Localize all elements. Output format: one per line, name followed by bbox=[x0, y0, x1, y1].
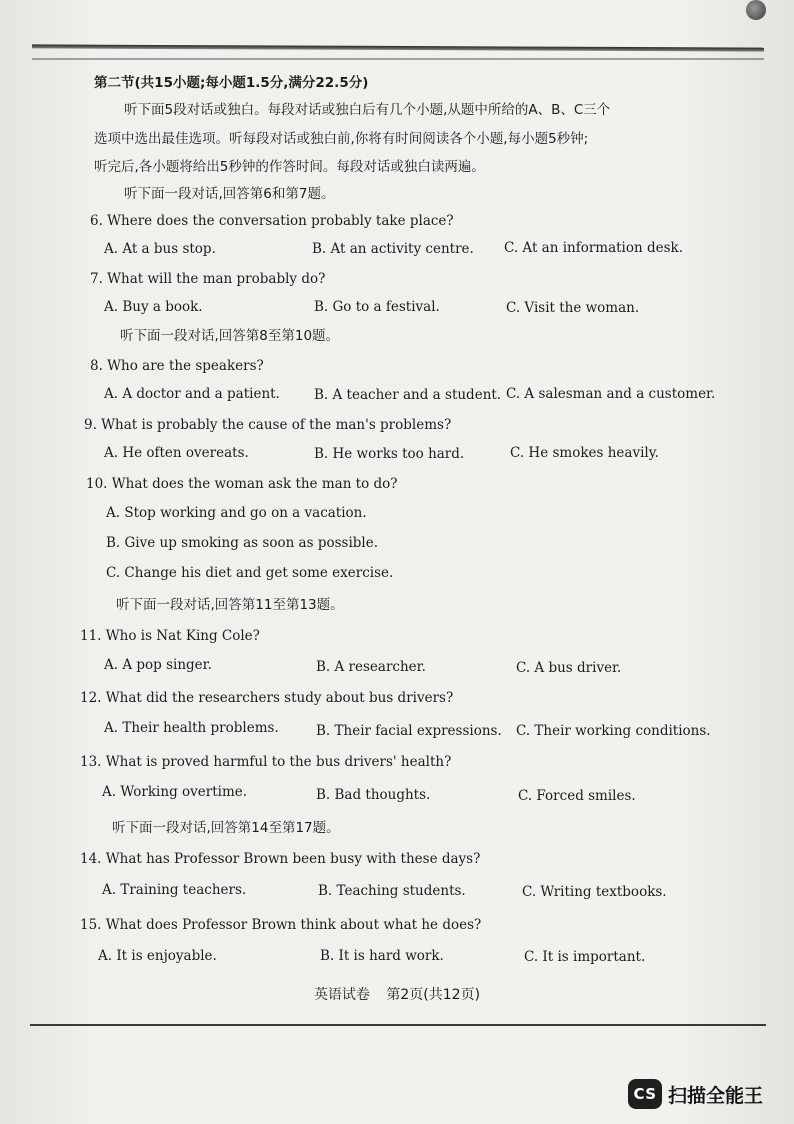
question-14-option-a: A. Training teachers. bbox=[102, 882, 247, 898]
prompt-q8-q10: 听下面一段对话,回答第8至第10题。 bbox=[120, 328, 340, 344]
section-title: 第二节(共15小题;每小题1.5分,满分22.5分) bbox=[94, 75, 369, 91]
question-11-option-c: C. A bus driver. bbox=[516, 660, 622, 676]
question-10-stem: 10. What does the woman ask the man to do? bbox=[86, 476, 398, 492]
page-footer bbox=[0, 984, 794, 1004]
question-10-option-b: B. Give up smoking as soon as possible. bbox=[106, 535, 379, 551]
prompt-q11-q13: 听下面一段对话,回答第11至第13题。 bbox=[116, 597, 344, 613]
question-7-option-a: A. Buy a book. bbox=[104, 299, 203, 315]
camscanner-watermark bbox=[628, 1079, 763, 1109]
question-8-stem: 8. Who are the speakers? bbox=[90, 358, 264, 374]
prompt-q14-q17: 听下面一段对话,回答第14至第17题。 bbox=[112, 820, 340, 836]
question-9-option-b: B. He works too hard. bbox=[314, 446, 465, 462]
instruction-line-3: 听完后,各小题将给出5秒钟的作答时间。每段对话或独白读两遍。 bbox=[94, 159, 485, 175]
question-12-stem: 12. What did the researchers study about bus drivers? bbox=[80, 690, 454, 706]
question-9-option-a: A. He often overeats. bbox=[104, 445, 249, 461]
bottom-rule bbox=[30, 1024, 766, 1026]
question-6-option-b: B. At an activity centre. bbox=[312, 241, 474, 257]
camscanner-label: 扫描全能王 bbox=[668, 1084, 764, 1107]
question-6-option-c: C. At an information desk. bbox=[504, 240, 684, 256]
question-10-option-c: C. Change his diet and get some exercise. bbox=[106, 565, 394, 581]
question-9-option-c: C. He smokes heavily. bbox=[510, 445, 659, 461]
top-rule bbox=[32, 44, 764, 51]
question-13-option-c: C. Forced smiles. bbox=[518, 788, 636, 804]
question-15-option-a: A. It is enjoyable. bbox=[98, 948, 217, 964]
question-12-option-c: C. Their working conditions. bbox=[516, 723, 711, 739]
question-11-option-b: B. A researcher. bbox=[316, 659, 426, 675]
question-13-option-b: B. Bad thoughts. bbox=[316, 787, 431, 803]
question-13-option-a: A. Working overtime. bbox=[102, 784, 248, 800]
question-7-stem: 7. What will the man probably do? bbox=[90, 271, 326, 287]
footer-page-number: 第2页(共12页) bbox=[386, 987, 481, 1003]
camscanner-logo-icon: CS bbox=[628, 1079, 662, 1109]
instruction-line-2: 选项中选出最佳选项。听每段对话或独白前,你将有时间阅读各个小题,每小题5秒钟; bbox=[94, 131, 589, 147]
scan-artifact bbox=[746, 0, 766, 20]
question-6-option-a: A. At a bus stop. bbox=[104, 241, 216, 257]
question-12-option-b: B. Their facial expressions. bbox=[316, 723, 502, 739]
question-11-option-a: A. A pop singer. bbox=[104, 657, 212, 673]
question-15-option-b: B. It is hard work. bbox=[320, 948, 444, 964]
question-6-stem: 6. Where does the conversation probably take place? bbox=[90, 213, 454, 229]
question-13-stem: 13. What is proved harmful to the bus drivers' health? bbox=[80, 754, 452, 770]
footer-subject: 英语试卷 bbox=[313, 987, 370, 1003]
question-9-stem: 9. What is probably the cause of the man's problems? bbox=[84, 417, 452, 433]
question-11-stem: 11. Who is Nat King Cole? bbox=[80, 628, 260, 644]
question-7-option-c: C. Visit the woman. bbox=[506, 300, 640, 316]
question-14-option-c: C. Writing textbooks. bbox=[522, 884, 667, 900]
instruction-line-1: 听下面5段对话或独白。每段对话或独白后有几个小题,从题中所给的A、B、C三个 bbox=[124, 102, 611, 118]
question-14-stem: 14. What has Professor Brown been busy with these days? bbox=[80, 851, 481, 867]
question-14-option-b: B. Teaching students. bbox=[318, 883, 466, 899]
question-8-option-b: B. A teacher and a student. bbox=[314, 387, 502, 403]
question-12-option-a: A. Their health problems. bbox=[104, 720, 279, 736]
question-15-stem: 15. What does Professor Brown think about what he does? bbox=[80, 917, 482, 933]
question-10-option-a: A. Stop working and go on a vacation. bbox=[106, 505, 367, 521]
question-7-option-b: B. Go to a festival. bbox=[314, 299, 440, 315]
prompt-q6-q7: 听下面一段对话,回答第6和第7题。 bbox=[124, 186, 335, 202]
question-8-option-c: C. A salesman and a customer. bbox=[506, 386, 716, 402]
question-8-option-a: A. A doctor and a patient. bbox=[104, 386, 280, 402]
top-rule-shadow bbox=[32, 58, 764, 60]
question-15-option-c: C. It is important. bbox=[524, 949, 646, 965]
